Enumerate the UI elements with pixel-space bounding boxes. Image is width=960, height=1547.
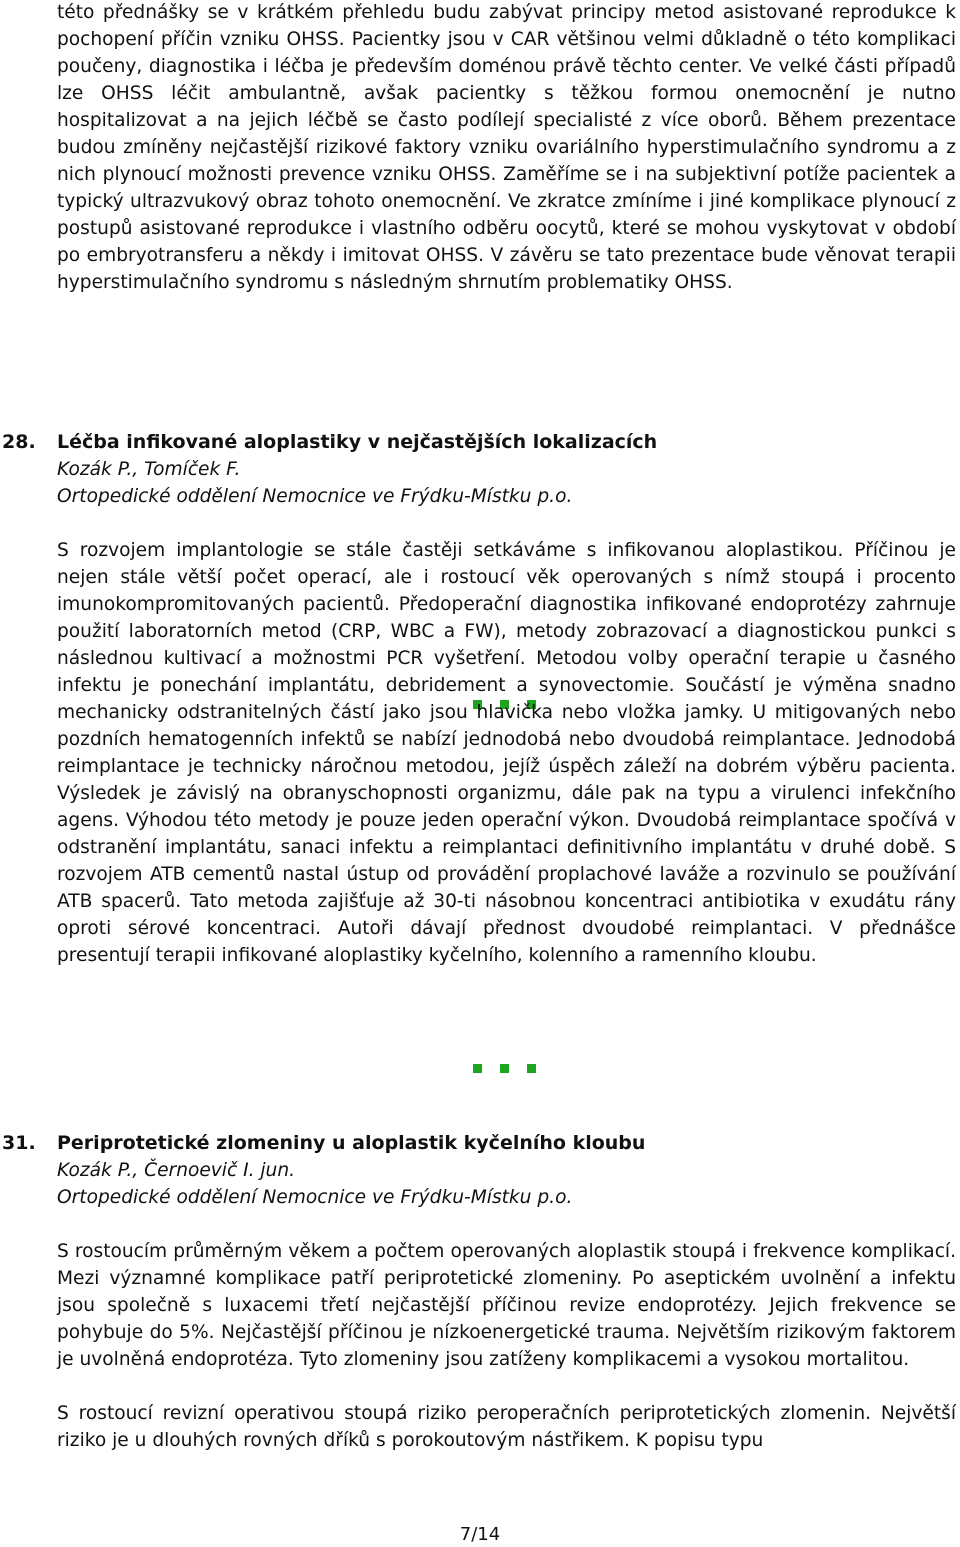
page-number: 7/14 bbox=[459, 1524, 501, 1545]
abstract-header-31 bbox=[2, 1130, 956, 1211]
abstract-body-continued: S rostoucí revizní operativou stoupá riziko peroperačních periprotetických zlomenin. Největší riziko je u dlouhých rovných dříků s porokoutovým nástřikem. K popisu typu bbox=[57, 1403, 956, 1451]
abstract-title: Periprotetické zlomeniny u aloplastik kyčelního kloubu bbox=[57, 1132, 646, 1154]
abstract-institution: Ortopedické oddělení Nemocnice ve Frýdku-Místku p.o. bbox=[57, 1187, 573, 1208]
abstract-header-28 bbox=[2, 429, 956, 510]
separator-square bbox=[527, 1064, 536, 1073]
abstract-institution: Ortopedické oddělení Nemocnice ve Frýdku-Místku p.o. bbox=[57, 486, 573, 507]
abstract-authors: Kozák P., Tomíček F. bbox=[57, 459, 241, 480]
abstract-body: S rozvojem implantologie se stále častěji setkáváme s infikovanou aloplastikou. Příčinou je nejen stále větší počet operací, ale i rostoucí věk operovaných s nímž stoupá i procento imunokompromitovaných pacientů. Předoperační diagnostika infikované endoprotézy zahrnuje použití laboratorních metod (CRP, WBC a FW), metody zobrazovací a diagnostickou punkci s následnou kultivací a možnostmi PCR vyšetření. Metodou volby operační terapie u časného infektu je ponechání implantátu, debridement a synovectomie. Součástí je výměna snadno mechanicky odstranitelných částí jako jsou hlavička nebo vložka jamky. U mitigovaných nebo pozdních hematogenních infektů se nabízí jednodobá nebo dvoudobá reimplantace. Jednodobá reimplantace je technicky náročnou metodou, jejíž úspěch záleží na dobrém výběru pacienta. Výsledek je závislý na obranyschopnosti organizmu, dále pak na typu a virulenci infekčního agens. Výhodou této metody je pouze jeden operační výkon. Dvoudobá reimplantace spočívá v odstranění implantátu, sanaci infektu a reimplantaci definitivního implantátu v druhé době. S rozvojem ATB cementů nastal ústup od provádění proplachové laváže a rozvinulo se používání ATB spacerů. Tato metoda zajišťuje až 30-ti násobnou koncentraci antibiotika v exudátu rány oproti sérové koncentraci. Autoři dávají přednost dvoudobé reimplantaci. V přednášce presentují terapii infikované aloplastiky kyčelního, kolenního a ramenního kloubu. bbox=[57, 540, 956, 966]
abstract-number: 31. bbox=[2, 1132, 36, 1154]
abstract-title: Léčba infikované aloplastiky v nejčastějších lokalizacích bbox=[57, 431, 658, 453]
abstract-body: S rostoucím průměrným věkem a počtem operovaných aloplastik stoupá i frekvence komplikací. Mezi významné komplikace patří periprotetické zlomeniny. Po aseptickém uvolnění a infektu jsou společně s luxacemi třetí nejčastější příčinou revize endoprotézy. Jejich frekvence se pohybuje do 5%. Nejčastější příčinou je nízkoenergetické trauma. Největším rizikovým faktorem je uvolněná endoprotéza. Tyto zlomeniny jsou zatíženy komplikacemi a vysokou mortalitou. bbox=[57, 1241, 956, 1370]
intro-paragraph: této přednášky se v krátkém přehledu budu zabývat principy metod asistované reprodukce k pochopení příčin vzniku OHSS. Pacientky jsou v CAR většinou velmi důkladně o této komplikaci poučeny, diagnostika i léčba je především doménou právě těchto center. Ve velké části případů lze OHSS léčit ambulantně, avšak pacientky s těžkou formou onemocnění je nutno hospitalizovat a na jejich léčbě se často podílejí specialisté z více oborů. Během prezentace budou zmíněny nejčastější rizikové faktory vzniku ovariálního hyperstimulačního syndromu a z nich plynoucí možnosti prevence vzniku OHSS. Zaměříme se i na subjektivní potíže pacientek a typický ultrazvukový obraz tohoto onemocnění. Ve zkratce zmíníme i jiné komplikace plynoucí z postupů asistované reprodukce i vlastního odběru oocytů, které se mohou vyskytovat v období po embryotransferu a někdy i imitovat OHSS. V závěru se tato prezentace bude věnovat terapii hyperstimulačního syndromu s následným shrnutím problematiky OHSS. bbox=[57, 2, 956, 293]
separator-square bbox=[473, 1064, 482, 1073]
section-separator bbox=[473, 1064, 536, 1073]
abstract-number: 28. bbox=[2, 431, 36, 453]
separator-square bbox=[500, 1064, 509, 1073]
abstract-authors: Kozák P., Černoevič I. jun. bbox=[57, 1160, 296, 1181]
